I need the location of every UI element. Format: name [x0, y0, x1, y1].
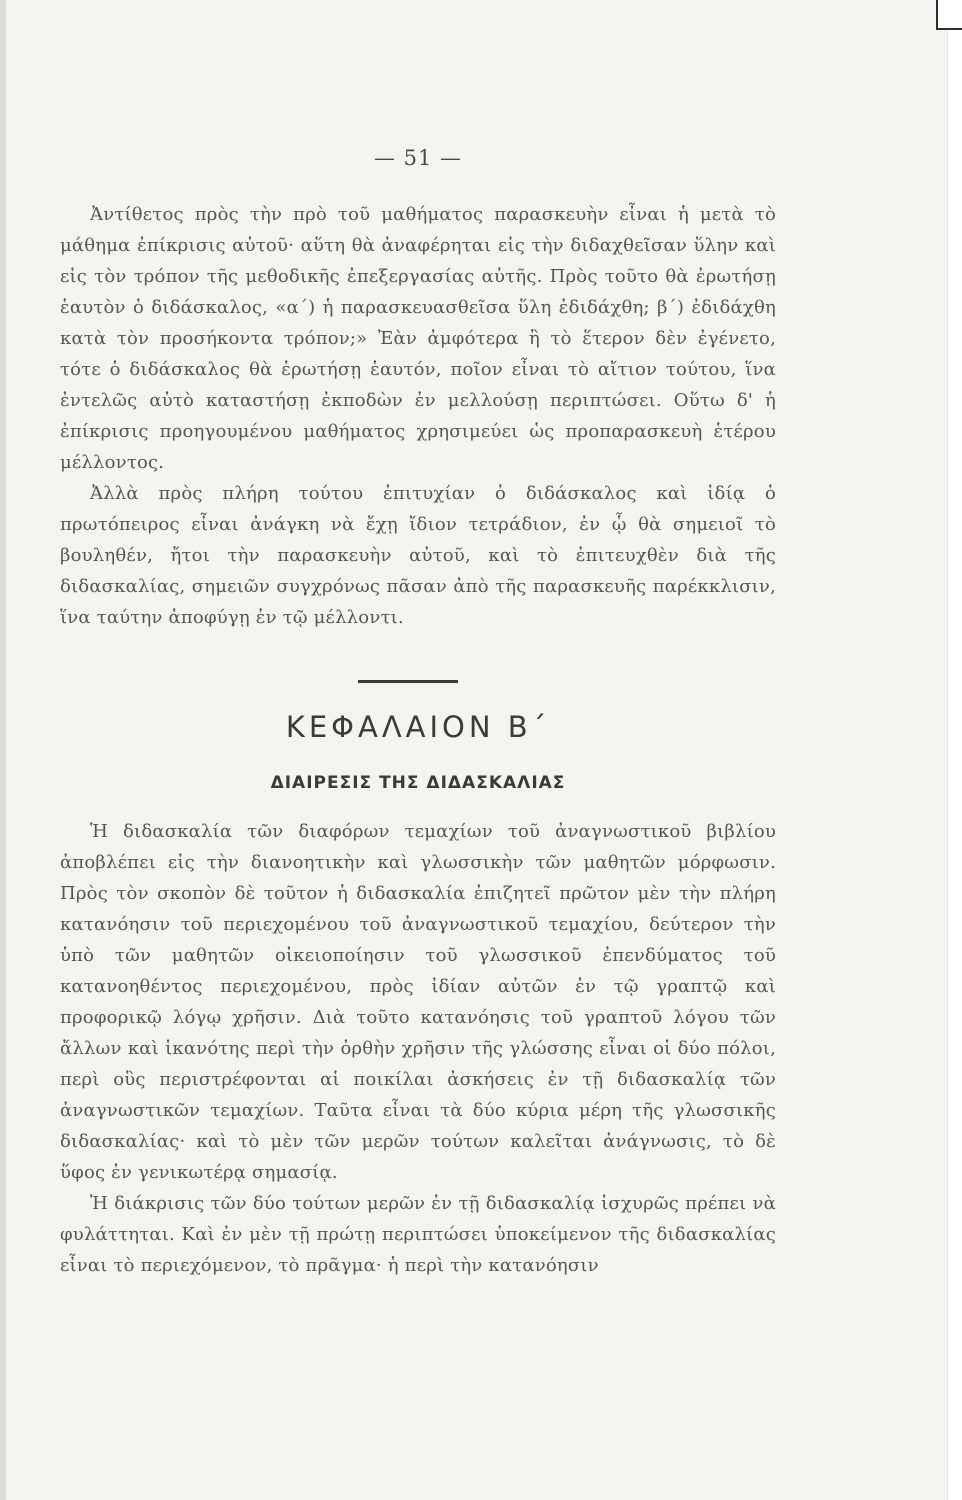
chapter-title: ΚΕΦΑΛΑΙΟΝ Β΄	[285, 710, 551, 744]
section-divider-rule	[358, 680, 458, 683]
paragraph: Ἡ διδασκαλία τῶν διαφόρων τεμαχίων τοῦ ἀναγνωστικοῦ βιβλίου ἀποβλέπει εἰς τὴν διανοητικὴν καὶ γλωσσικὴν τῶν μαθητῶν μόρφωσιν. Πρὸς τὸν σκοπὸν δὲ τοῦτον ἡ διδασκαλία ἐπιζητεῖ πρῶτον μὲν τὴν πλήρη κατανόησιν τοῦ περιεχομένου τοῦ ἀναγνωστικοῦ τεμαχίου, δεύτερον τὴν ὑπὸ τῶν μαθητῶν οἰκειοποίησιν τοῦ γλωσσικοῦ ἐπενδύματος τοῦ κατανοηθέντος περιεχομένου, πρὸς ἰδίαν αὐτῶν ἐν τῷ γραπτῷ καὶ προφορικῷ λόγῳ χρῆσιν. Διὰ τοῦτο κατανόησις τοῦ γραπτοῦ λόγου τῶν ἄλλων καὶ ἱκανότης περὶ τὴν ὀρθὴν χρῆσιν τῆς γλώσσης εἶναι οἱ δύο πόλοι, περὶ οὓς περιστρέφονται αἱ ποικίλαι ἀσκήσεις ἐν τῇ διδασκαλίᾳ τῶν ἀναγνωστικῶν τεμαχίων. Ταῦτα εἶναι τὰ δύο κύρια μέρη τῆς γλωσσικῆς διδασκαλίας· καὶ τὸ μὲν τῶν μερῶν τούτων καλεῖται ἀνάγνωσις, τὸ δὲ ὕφος ἐν γενικωτέρᾳ σημασίᾳ.	[60, 821, 776, 1183]
page-binding-edge	[0, 0, 6, 1500]
scan-corner-tab	[936, 0, 962, 30]
paragraph: Ἡ διάκρισις τῶν δύο τούτων μερῶν ἐν τῇ διδασκαλίᾳ ἰσχυρῶς πρέπει νὰ φυλάττηται. Καὶ ἐν μὲν τῇ πρώτῃ περιπτώσει ὑποκείμενον τῆς διδασκαλίας εἶναι τὸ περιεχόμενον, τὸ πρᾶγμα· ἡ περὶ τὴν κατανόησιν	[60, 1193, 776, 1276]
paragraph: Ἀντίθετος πρὸς τὴν πρὸ τοῦ μαθήματος παρασκευὴν εἶναι ἡ μετὰ τὸ μάθημα ἐπίκρισις αὐτοῦ· αὕτη θὰ ἀναφέρηται εἰς τὴν διδαχθεῖσαν ὕλην καὶ εἰς τὸν τρόπον τῆς μεθοδικῆς ἐπεξεργασίας αὐτῆς. Πρὸς τοῦτο θὰ ἐρωτήσῃ ἑαυτὸν ὁ διδάσκαλος, «α΄) ἡ παρασκευασθεῖσα ὕλη ἐδιδάχθη; β΄) ἐδιδάχθη κατὰ τὸν προσήκοντα τρόπον;» Ἐὰν ἀμφότερα ἢ τὸ ἕτερον δὲν ἐγένετο, τότε ὁ διδάσκαλος θὰ ἐρωτήσῃ ἑαυτόν, ποῖον εἶναι τὸ αἴτιον τούτου, ἵνα ἐντελῶς αὐτὸ καταστήσῃ ἐκποδὼν ἐν μελλούσῃ περιπτώσει. Οὕτω δ' ἡ ἐπίκρισις προηγουμένου μαθήματος χρησιμεύει ὡς προπαρασκευὴ ἑτέρου μέλλοντος.	[60, 204, 776, 473]
chapter-subtitle: ΔΙΑΙΡΕΣΙΣ ΤΗΣ ΔΙΔΑΣΚΑΛΙΑΣ	[270, 773, 566, 793]
page-number: — 51 —	[373, 146, 463, 170]
section-two-text	[60, 816, 776, 1281]
paragraph: Ἀλλὰ πρὸς πλήρη τούτου ἐπιτυχίαν ὁ διδάσκαλος καὶ ἰδίᾳ ὁ πρωτόπειρος εἶναι ἀνάγκη νὰ ἔχῃ ἴδιον τετράδιον, ἐν ᾧ θὰ σημειοῖ τὸ βουληθέν, ἤτοι τὴν παρασκευὴν αὐτοῦ, καὶ τὸ ἐπιτευχθὲν διὰ τῆς διδασκαλίας, σημειῶν συγχρόνως πᾶσαν ἀπὸ τῆς παρασκευῆς παρέκκλισιν, ἵνα ταύτην ἀποφύγῃ ἐν τῷ μέλλοντι.	[60, 483, 776, 628]
section-one-text	[60, 199, 776, 633]
scan-right-edge	[947, 0, 962, 1500]
